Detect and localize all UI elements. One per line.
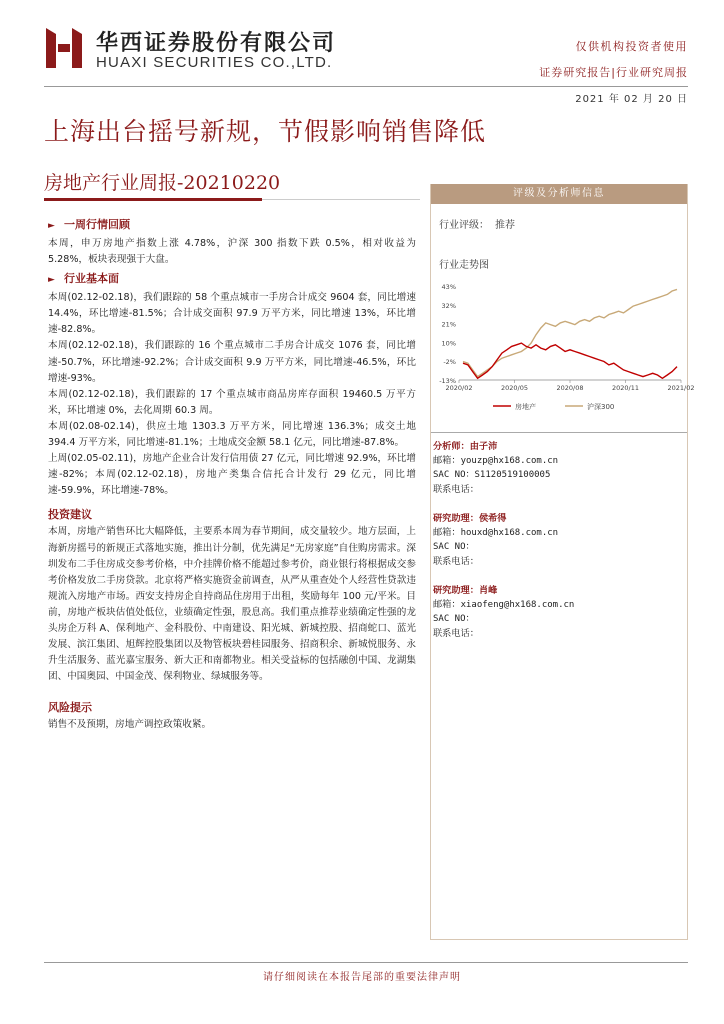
email-label: 邮箱： [433,598,461,610]
analyst-name: 由子沛 [469,441,498,452]
basics-para: 上周(02.05-02.11)，房地产企业合计发行信用债 27 亿元，同比增速 92.9%，环比增速-82%；本周(02.12-02.18)，房地产类集合信托合计发行 29 亿元，同比增速-59.9%，环比增速-78%。 [48,453,416,497]
section-heading-advice: 投资建议 [48,508,92,522]
y-tick-label: -2% [443,358,456,367]
audience-note: 仅供机构投资者使用 [575,40,688,53]
report-type: 证券研究报告|行业研究周报 [539,66,688,79]
x-tick-label: 2020/02 [445,384,473,392]
section-title: 一周行情回顾 [64,218,130,231]
analyst-email[interactable]: houxd@hx168.com.cn [460,527,559,538]
basics-para: 本周(02.08-02.14)，供应土地 1303.3 万平方米，同比增速 136.3%；成交土地 394.4 万平方米，同比增速-81.1%；土地成交金额 58.1 亿元，同比增速-87.8%。 [48,420,416,449]
report-title: 上海出台摇号新规，节假影响销售降低 [44,117,487,146]
report-subtitle: 房地产行业周报-20210220 [44,172,281,194]
company-name-en: HUAXI SECURITIES CO.,LTD. [96,54,333,71]
weekly-text: 本周，申万房地产指数上涨 4.78%，沪深 300 指数下跌 0.5%，相对收益为 5.28%，板块表现强于大盘。 [48,238,416,266]
huaxi-logo-icon [44,26,84,70]
section-title: 行业基本面 [64,272,119,286]
analyst-role: 研究助理： [433,585,479,596]
section-heading-basics [48,270,416,289]
rating-analyst-panel [430,184,695,940]
report-date: 2021 年 02 月 20 日 [575,94,688,105]
sac-label: SAC NO： [433,542,475,552]
phone-label: 联系电话： [433,627,479,639]
header-divider [44,86,688,87]
sac-label: SAC NO： [433,614,475,624]
y-tick-label: 21% [441,320,456,329]
y-tick-label: 43% [441,283,456,291]
email-label: 邮箱： [433,526,461,538]
analyst-name: 肖峰 [478,585,498,596]
x-tick-label: 2020/05 [500,384,529,392]
x-tick-label: 2020/11 [611,384,640,392]
industry-trend-chart [431,278,695,418]
rating-label: 行业评级： [439,220,489,231]
main-content [48,214,416,733]
basics-para: 本周(02.12-02.18)，我们跟踪的 17 个重点城市商品房库存面积 19460.5 万平方米，环比增速 0%，去化周期 60.3 周。 [48,388,416,416]
analyst-card [433,584,683,640]
industry-rating [439,216,515,231]
y-tick-label: -13% [439,377,456,385]
section-heading-weekly [48,216,416,235]
company-name-cn: 华西证券股份有限公司 [96,30,337,56]
trend-chart-label: 行业走势图 [439,260,489,271]
subtitle-rule [44,198,262,201]
advice-text: 本周，房地产销售环比大幅降低，主要系本周为春节期间，成交量较少。地方层面，上海新房摇号的新规正式落地实施，推出计分制，优先满足“无房家庭”自住购房需求。深圳发布二手住房成交参考价格，中介挂牌价格不能超过参考价，商业银行将根据成交参考价格发放二手房贷款。北京将严格实施资金前调查，从严从重查处个人经营性贷款违规流入房地产市场。西安支持房企自持商品住房用于出租，奖励每年 100 元/平米。目前，房地产板块估值处低位，业绩确定性强，股息高。我们重点推荐业绩确定性强的龙头房企万科 A、保利地产、金科股份、中南建设、阳光城、新城控股、招商蛇口、蓝光发展、滨江集团、旭辉控股集团以及物管板块碧桂园服务、招商积余、新城悦服务、永升生活服务、蓝光嘉宝服务、新大正和南都物业。相关受益标的包括融创中国、龙湖集团、中国奥园、中国金茂、保利物业、绿城服务等。 [48,526,416,683]
sac-number: S1120519100005 [474,470,551,480]
analyst-card [433,440,683,496]
phone-label: 联系电话： [433,555,479,567]
analyst-role: 研究助理： [433,513,479,524]
email-label: 邮箱： [433,454,461,466]
y-tick-label: 32% [441,301,456,310]
panel-divider [431,432,687,433]
analyst-role: 分析师： [433,441,470,452]
x-tick-label: 2020/08 [556,384,584,392]
basics-para: 本周(02.12-02.18)，我们跟踪的 58 个重点城市一手房合计成交 9604 套，同比增速 14.4%，环比增速-81.5%；合计成交面积 97.9 万平方米，同比增速 13%，环比增速-82.8%。 [48,292,416,336]
analyst-name: 侯希得 [478,513,507,524]
series-line [463,343,677,378]
panel-header: 评级及分析师信息 [431,184,687,204]
sac-label: SAC NO： [433,470,475,480]
basics-para: 本周(02.12-02.18)，我们跟踪的 16 个重点城市二手房合计成交 1076 套，同比增速-50.7%，环比增速-92.2%；合计成交面积 9.9 万平方米，同比增速-46.5%，环比增速-93%。 [48,340,416,384]
subtitle-rule-thin [262,199,420,200]
y-tick-label: 10% [441,339,456,348]
rating-value: 推荐 [495,220,515,231]
legal-notice: 请仔细阅读在本报告尾部的重要法律声明 [263,972,461,983]
analyst-card [433,512,683,568]
section-heading-risk: 风险提示 [48,701,92,715]
x-tick-label: 2021/02 [667,384,695,392]
triangle-bullet-icon: ► [48,221,55,231]
legend-label: 房地产 [515,403,536,411]
legend-label: 沪深300 [587,403,615,411]
analyst-email[interactable]: xiaofeng@hx168.com.cn [460,599,575,610]
footer-divider [44,962,688,963]
triangle-bullet-icon: ► [48,275,55,286]
analyst-email[interactable]: youzp@hx168.com.cn [460,455,559,466]
phone-label: 联系电话： [433,483,479,495]
risk-text: 销售不及预期，房地产调控政策收紧。 [48,719,212,731]
